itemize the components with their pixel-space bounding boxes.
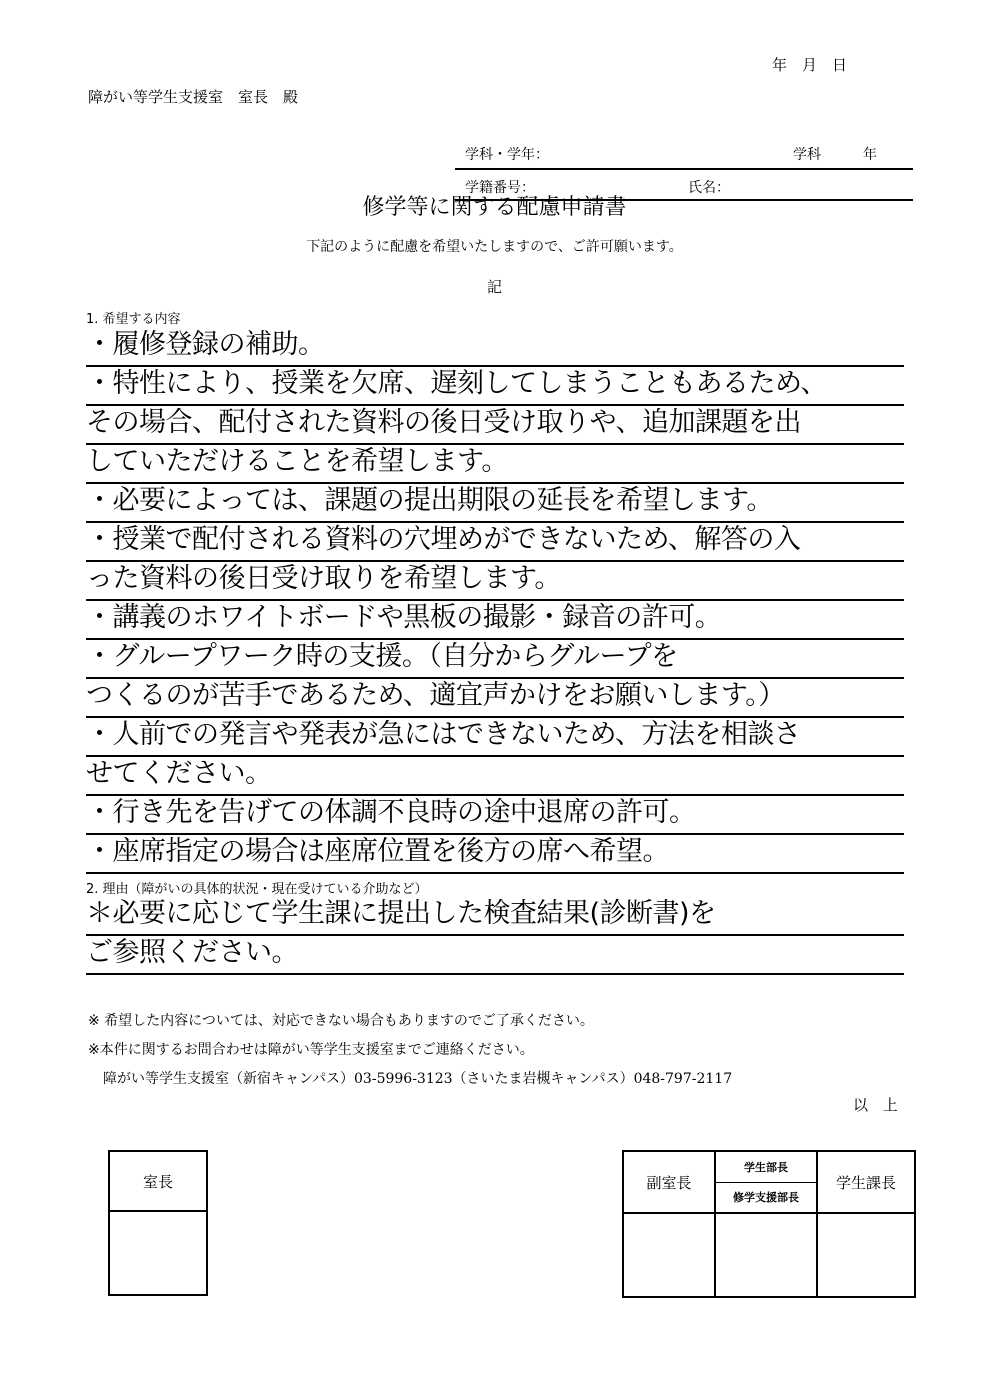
request-line[interactable]: ・授業で配付される資料の穴埋めができないため、解答の入 xyxy=(86,522,904,562)
request-line[interactable]: ・特性により、授業を欠席、遅刻してしまうこともあるため、 xyxy=(86,366,904,406)
request-line[interactable]: せてください。 xyxy=(86,756,904,796)
request-line[interactable]: ・人前での発言や発表が急にはできないため、方法を相談さ xyxy=(86,717,904,757)
dept-head-labels xyxy=(716,1152,818,1214)
date-field: 年 月 日 xyxy=(772,56,848,74)
section2-heading: 2. 理由（障がいの具体的状況・現在受けている介助など） xyxy=(86,882,428,897)
request-line[interactable]: ・グループワーク時の支援。（自分からグループを xyxy=(86,639,904,679)
student-dept-head-label: 学生部長 xyxy=(716,1152,816,1183)
director-label: 室長 xyxy=(110,1152,206,1212)
request-line[interactable]: ・履修登録の補助。 xyxy=(86,327,904,367)
department-field[interactable] xyxy=(455,138,913,170)
request-line[interactable]: していただけることを希望します。 xyxy=(86,444,904,484)
note-1: ※ 希望した内容については、対応できない場合もありますのでご了承ください。 xyxy=(88,1013,594,1029)
reason-line[interactable]: ご参照ください。 xyxy=(86,935,904,975)
end-mark: 以 上 xyxy=(853,1096,898,1114)
student-section-head-label: 学生課長 xyxy=(818,1152,914,1214)
page-title: 修学等に関する配慮申請書 xyxy=(362,195,627,220)
section-head-stamp-area[interactable] xyxy=(818,1214,914,1296)
note-2: ※本件に関するお問合わせは障がい等学生支援室までご連絡ください。 xyxy=(88,1042,534,1058)
contact-info: 障がい等学生支援室（新宿キャンパス）03-5996-3123（さいたま岩槻キャンパス）048-797-2117 xyxy=(103,1071,733,1087)
request-line[interactable]: つくるのが苦手であるため、適宜声かけをお願いします。） xyxy=(86,678,904,718)
addressee: 障がい等学生支援室 室長 殿 xyxy=(88,88,299,106)
request-line[interactable]: ・講義のホワイトボードや黒板の撮影・録音の許可。 xyxy=(86,600,904,640)
subtitle: 下記のように配慮を希望いたしますので、ご許可願います。 xyxy=(306,239,683,255)
request-line[interactable]: ・必要によっては、課題の提出期限の延長を希望します。 xyxy=(86,483,904,523)
study-support-head-label: 修学支援部長 xyxy=(733,1191,799,1205)
deputy-label: 副室長 xyxy=(624,1152,716,1214)
reason-line[interactable]: ＊必要に応じて学生課に提出した検査結果(診断書)を xyxy=(86,896,904,936)
dept-head-stamp-area[interactable] xyxy=(716,1214,818,1296)
approval-stamp-table xyxy=(622,1150,916,1298)
request-line[interactable]: ・行き先を告げての体調不良時の途中退席の許可。 xyxy=(86,795,904,835)
request-line[interactable]: ・座席指定の場合は座席位置を後方の席へ希望。 xyxy=(86,834,904,874)
ki-mark: 記 xyxy=(486,278,502,296)
request-line[interactable]: った資料の後日受け取りを希望します。 xyxy=(86,561,904,601)
department-suffix: 学科 年 xyxy=(793,147,877,163)
name-label: 氏名： xyxy=(688,180,730,196)
director-stamp-box xyxy=(108,1150,208,1296)
section1-heading: 1. 希望する内容 xyxy=(86,312,181,327)
department-label: 学科・学年： xyxy=(465,147,549,163)
student-number-label: 学籍番号： xyxy=(465,180,535,196)
deputy-stamp-area[interactable] xyxy=(624,1214,716,1296)
request-line[interactable]: その場合、配付された資料の後日受け取りや、追加課題を出 xyxy=(86,405,904,445)
